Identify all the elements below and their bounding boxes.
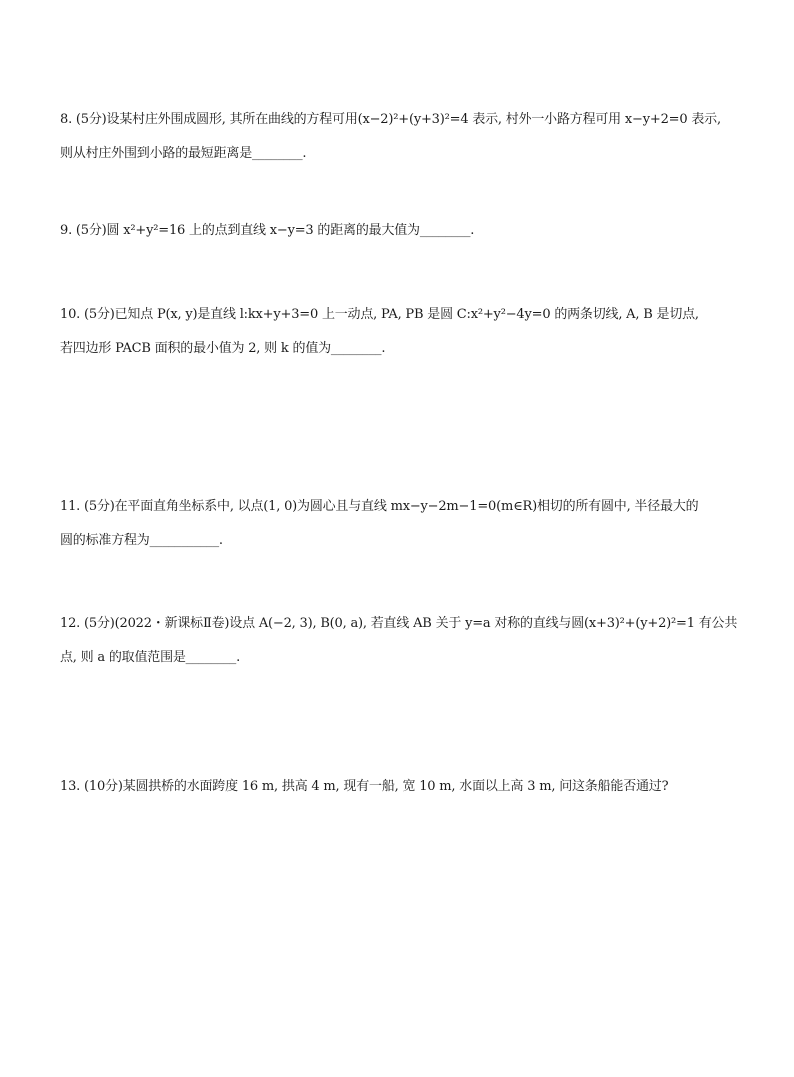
question-11-line-2: 圆的标准方程为___________. <box>60 533 223 548</box>
question-12-line-1: 12. (5分)(2022・新课标Ⅱ卷)设点 A(−2, 3), B(0, a), 若直线 AB 关于 y=a 对称的直线与圆(x+3)²+(y+2)²=1 有公共 <box>60 616 738 631</box>
question-8-line-2: 则从村庄外围到小路的最短距离是________. <box>60 146 307 161</box>
question-9-line-1: 9. (5分)圆 x²+y²=16 上的点到直线 x−y=3 的距离的最大值为________. <box>60 223 475 238</box>
question-8-line-1: 8. (5分)设某村庄外围成圆形, 其所在曲线的方程可用(x−2)²+(y+3)²=4 表示, 村外一小路方程可用 x−y+2=0 表示, <box>60 112 721 127</box>
question-11-line-1: 11. (5分)在平面直角坐标系中, 以点(1, 0)为圆心且与直线 mx−y−2m−1=0(m∈R)相切的所有圆中, 半径最大的 <box>60 499 699 514</box>
question-10-line-2: 若四边形 PACB 面积的最小值为 2, 则 k 的值为________. <box>60 341 386 356</box>
question-12-line-2: 点, 则 a 的取值范围是________. <box>60 650 241 665</box>
question-13-line-1: 13. (10分)某圆拱桥的水面跨度 16 m, 拱高 4 m, 现有一船, 宽 10 m, 水面以上高 3 m, 问这条船能否通过? <box>60 779 669 794</box>
question-10-line-1: 10. (5分)已知点 P(x, y)是直线 l:kx+y+3=0 上一动点, PA, PB 是圆 C:x²+y²−4y=0 的两条切线, A, B 是切点, <box>60 307 699 322</box>
